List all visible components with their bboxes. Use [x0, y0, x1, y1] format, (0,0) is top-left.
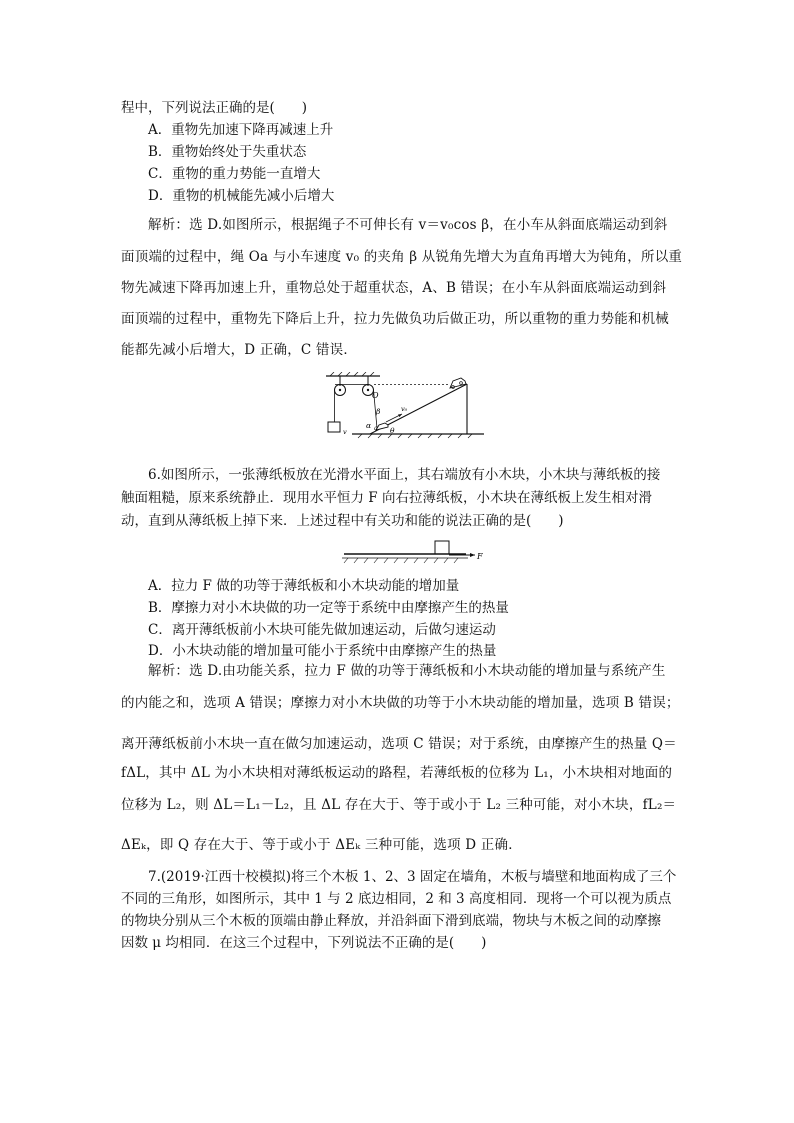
- q6-option-a: A．拉力 F 做的功等于薄纸板和小木块动能的增加量: [148, 578, 460, 594]
- q7-stem-line-3: 的物块分别从三个木板的顶端由静止释放，并沿斜面下滑到底端，物块与木板之间的动摩擦: [121, 913, 661, 929]
- weight-velocity-label: v: [343, 428, 347, 436]
- velocity-v0-label: v₀: [401, 405, 408, 413]
- q6-stem-line-2: 触面粗糙，原来系统静止．现用水平恒力 F 向右拉薄纸板，小木块在薄纸板上发生相对滑: [121, 490, 652, 506]
- q5-solution-line-3: 物先减速下降再加速上升，重物总处于超重状态，A、B 错误；在小车从斜面底端运动到斜: [121, 280, 667, 296]
- hanging-weight-icon: [328, 422, 340, 432]
- small-block-icon: [435, 541, 449, 554]
- angle-theta-label: θ: [390, 426, 395, 435]
- q5-option-a: A．重物先加速下降再减速上升: [148, 122, 334, 138]
- q6-solution-line-2: 的内能之和，选项 A 错误；摩擦力对小木块做的功等于小木块动能的增加量，选项 B 错误；: [121, 695, 680, 711]
- q6-option-d: D．小木块动能的增加量可能小于系统中由摩擦产生的热量: [148, 643, 497, 659]
- angle-alpha-label: α: [366, 421, 372, 430]
- q6-solution-line-5: 位移为 L₂，则 ΔL＝L₁－L₂，且 ΔL 存在大于、等于或小于 L₂ 三种可能，对小木块，fL₂＝: [121, 797, 677, 813]
- q7-stem-line-4: 因数 μ 均相同．在这三个过程中，下列说法不正确的是( ): [121, 935, 487, 951]
- q5-option-c: C．重物的重力势能一直增大: [148, 166, 321, 182]
- q5-solution-line-2: 面顶端的过程中，绳 Oa 与小车速度 v₀ 的夹角 β 从锐角先增大为直角再增大为钝角，所以重: [121, 249, 683, 265]
- q6-solution-line-3: 离开薄纸板前小木块一直在做匀加速运动，选项 C 错误；对于系统，由摩擦产生的热量 Q＝: [121, 736, 677, 752]
- q7-stem-line-1: 7.(2019·江西十校模拟)将三个木板 1、2、3 固定在墙角，木板与墙壁和地面构成了三个: [148, 869, 677, 885]
- q5-solution-line-4: 面顶端的过程中，重物先下降后上升，拉力先做负功后做正功，所以重物的重力势能和机械: [121, 311, 669, 327]
- force-f-label: F: [477, 552, 483, 561]
- q5-option-d: D．重物的机械能先减小后增大: [148, 188, 335, 204]
- q6-solution-line-6: ΔEₖ，即 Q 存在大于、等于或小于 ΔEₖ 三种可能，选项 D 正确．: [121, 837, 522, 853]
- q6-solution-line-1: 解析：选 D.由功能关系，拉力 F 做的功等于薄纸板和小木块动能的增加量与系统产生: [148, 663, 666, 679]
- point-o-label: O: [372, 391, 379, 400]
- q6-stem-line-3: 动，直到从薄纸板上掉下来．上述过程中有关功和能的说法正确的是( ): [121, 513, 564, 529]
- car-bottom-icon: [376, 423, 388, 430]
- q6-option-c: C．离开薄纸板前小木块可能先做加速运动，后做匀速运动: [148, 622, 496, 638]
- q5-option-b: B．重物始终处于失重状态: [148, 144, 307, 160]
- q5-solution-line-5: 能都先减小后增大，D 正确，C 错误．: [121, 342, 358, 358]
- q7-stem-line-2: 不同的三角形，如图所示，其中 1 与 2 底边相同，2 和 3 高度相同．现将一个可以视为质点: [121, 891, 672, 907]
- point-a-label: a: [374, 425, 378, 432]
- angle-beta-label: β: [376, 407, 381, 416]
- q6-board-block-figure: [338, 538, 488, 568]
- q5-solution-line-1: 解析：选 D.如图所示，根据绳子不可伸长有 v＝v₀cos β，在小车从斜面底端运动到斜: [148, 217, 668, 233]
- force-arrow-icon: [470, 553, 475, 557]
- q6-solution-line-4: fΔL，其中 ΔL 为小木块相对薄纸板运动的路程，若薄纸板的位移为 L₁，小木块相对地面的: [121, 765, 673, 781]
- q6-option-b: B．摩擦力对小木块做的功一定等于系统中由摩擦产生的热量: [148, 600, 509, 616]
- car-top-icon: [450, 378, 466, 388]
- q5-stem-end: 程中，下列说法正确的是( ): [121, 100, 308, 116]
- q6-stem-line-1: 6.如图所示，一张薄纸板放在光滑水平面上，其右端放有小木块，小木块与薄纸板的接: [148, 467, 661, 483]
- q5-pulley-incline-figure: [322, 372, 487, 442]
